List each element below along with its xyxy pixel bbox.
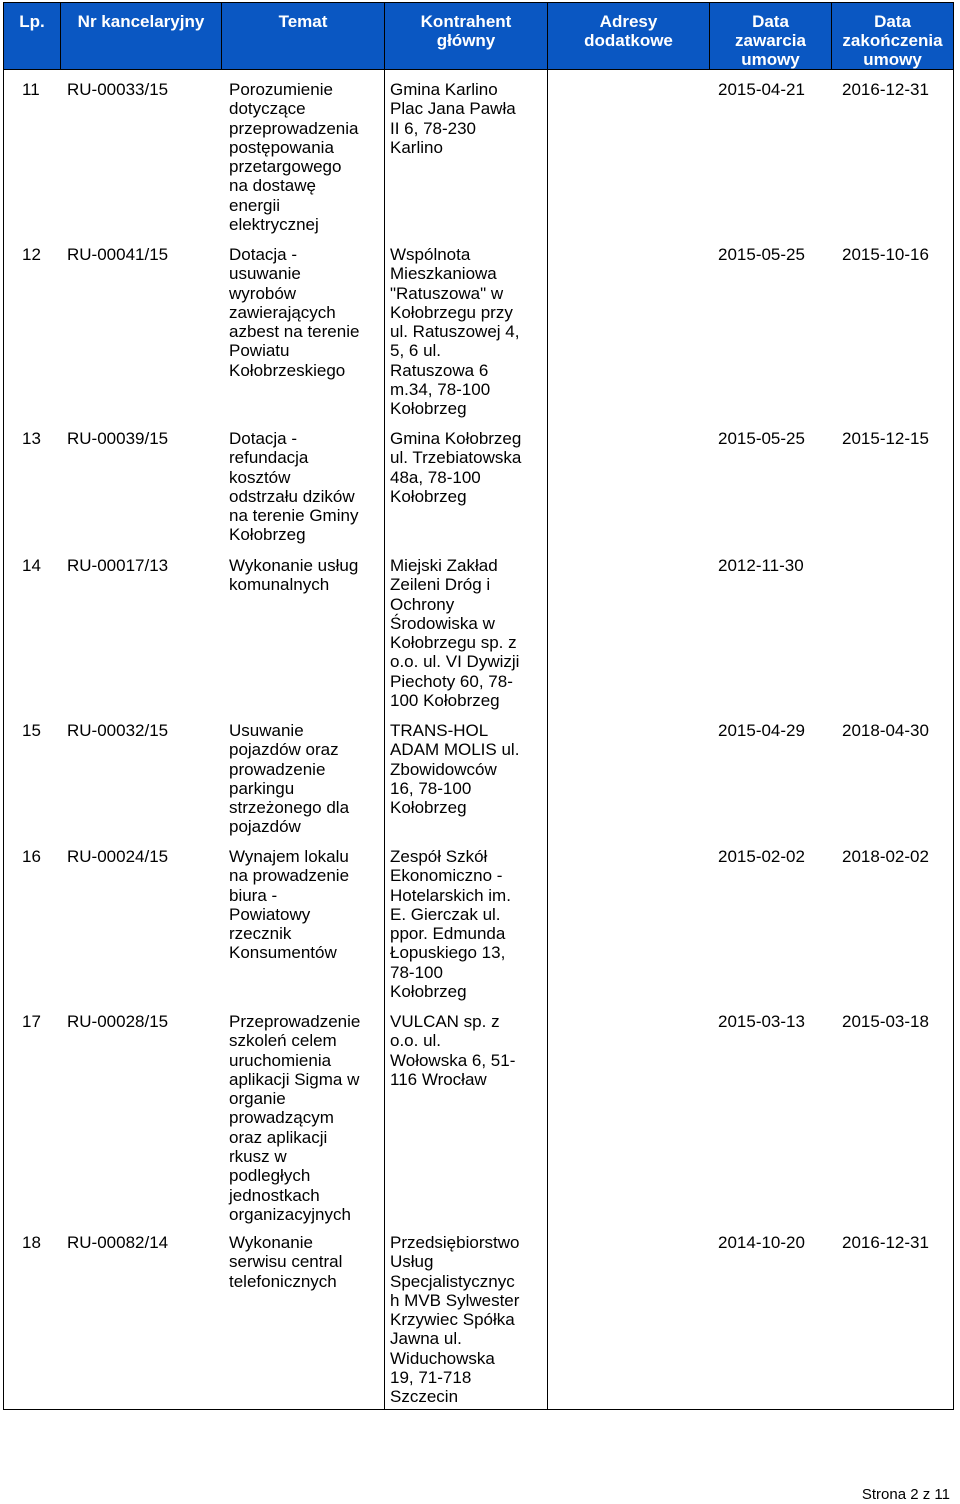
cell-temat: Dotacja - refundacja kosztów odstrzału dzików na terenie Gminy Kołobrzeg	[229, 429, 359, 545]
table-header	[3, 2, 954, 70]
cell-temat: Wynajem lokalu na prowadzenie biura - Powiatowy rzecznik Konsumentów	[229, 847, 350, 963]
cell-kontrahent: Zespół Szkół Ekonomiczno - Hotelarskich im. E. Gierczak ul. ppor. Edmunda Łopuskiego 13, 78-100 Kołobrzeg	[390, 847, 511, 1002]
cell-lp: 13	[22, 429, 41, 448]
cell-nr: RU-00041/15	[67, 245, 169, 264]
cell-lp: 16	[22, 847, 41, 866]
cell-data-zakonczenia: 2015-12-15	[842, 429, 929, 448]
cell-nr: RU-00024/15	[67, 847, 169, 866]
cell-data-zawarcia: 2015-04-21	[718, 80, 805, 99]
cell-data-zawarcia: 2015-05-25	[718, 429, 805, 448]
header-data-zawarcia: Data zawarcia umowy	[710, 3, 832, 69]
column-divider	[547, 70, 548, 1409]
cell-kontrahent: Przedsiębiorstwo Usług Specjalistycznyc h MVB Sylwester Krzywiec Spółka Jawna ul. Widuchowska 19, 71-718 Szczecin	[390, 1233, 520, 1407]
cell-lp: 12	[22, 245, 41, 264]
header-temat: Temat	[222, 3, 385, 69]
cell-data-zawarcia: 2014-10-20	[718, 1233, 805, 1252]
cell-nr: RU-00028/15	[67, 1012, 169, 1031]
cell-nr: RU-00017/13	[67, 556, 169, 575]
header-adresy: Adresy dodatkowe	[548, 3, 710, 69]
cell-kontrahent: VULCAN sp. z o.o. ul. Wołowska 6, 51- 116 Wrocław	[390, 1012, 516, 1089]
cell-kontrahent: Gmina Karlino Plac Jana Pawła II 6, 78-230 Karlino	[390, 80, 516, 157]
cell-lp: 18	[22, 1233, 41, 1252]
cell-lp: 14	[22, 556, 41, 575]
cell-nr: RU-00033/15	[67, 80, 169, 99]
header-lp: Lp.	[4, 3, 61, 69]
header-kontrahent: Kontrahent główny	[385, 3, 548, 69]
cell-temat: Usuwanie pojazdów oraz prowadzenie parkingu strzeżonego dla pojazdów	[229, 721, 350, 837]
header-data-zakonczenia: Data zakończenia umowy	[842, 12, 943, 69]
cell-temat: Wykonanie serwisu central telefonicznych	[229, 1233, 343, 1291]
cell-data-zakonczenia: 2015-10-16	[842, 245, 929, 264]
cell-kontrahent: Gmina Kołobrzeg ul. Trzebiatowska 48a, 78-100 Kołobrzeg	[390, 429, 522, 506]
cell-nr: RU-00032/15	[67, 721, 169, 740]
cell-data-zakonczenia: 2016-12-31	[842, 80, 929, 99]
cell-kontrahent: TRANS-HOL ADAM MOLIS ul. Zbowidowców 16, 78-100 Kołobrzeg	[390, 721, 520, 818]
cell-data-zakonczenia: 2015-03-18	[842, 1012, 929, 1031]
cell-nr: RU-00082/14	[67, 1233, 169, 1252]
cell-lp: 15	[22, 721, 41, 740]
cell-lp: 17	[22, 1012, 41, 1031]
cell-data-zawarcia: 2015-04-29	[718, 721, 805, 740]
cell-data-zawarcia: 2015-05-25	[718, 245, 805, 264]
cell-temat: Przeprowadzenie szkoleń celem uruchomienia aplikacji Sigma w organie prowadzącym oraz aplikacji rkusz w podległych jednostkach organizacyjnych	[229, 1012, 361, 1224]
cell-temat: Porozumienie dotyczące przeprowadzenia postępowania przetargowego na dostawę energii elektrycznej	[229, 80, 359, 235]
cell-data-zawarcia: 2015-02-02	[718, 847, 805, 866]
table-body	[3, 70, 954, 1410]
header-nr-kancelaryjny: Nr kancelaryjny	[61, 3, 222, 69]
cell-kontrahent: Miejski Zakład Zeileni Dróg i Ochrony Środowiska w Kołobrzegu sp. z o.o. ul. VI Dywizji Piechoty 60, 78- 100 Kołobrzeg	[390, 556, 520, 711]
cell-data-zakonczenia: 2016-12-31	[842, 1233, 929, 1252]
cell-data-zakonczenia: 2018-02-02	[842, 847, 929, 866]
column-divider	[384, 70, 385, 1409]
cell-temat: Dotacja - usuwanie wyrobów zawierających azbest na terenie Powiatu Kołobrzeskiego	[229, 245, 360, 380]
cell-temat: Wykonanie usług komunalnych	[229, 556, 359, 595]
cell-kontrahent: Wspólnota Mieszkaniowa "Ratuszowa" w Kołobrzegu przy ul. Ratuszowej 4, 5, 6 ul. Ratuszowa 6 m.34, 78-100 Kołobrzeg	[390, 245, 520, 419]
cell-data-zawarcia: 2012-11-30	[718, 556, 804, 575]
page-number: Strona 2 z 11	[861, 1486, 950, 1503]
cell-lp: 11	[22, 80, 40, 99]
cell-data-zawarcia: 2015-03-13	[718, 1012, 805, 1031]
cell-data-zakonczenia: 2018-04-30	[842, 721, 929, 740]
cell-nr: RU-00039/15	[67, 429, 169, 448]
